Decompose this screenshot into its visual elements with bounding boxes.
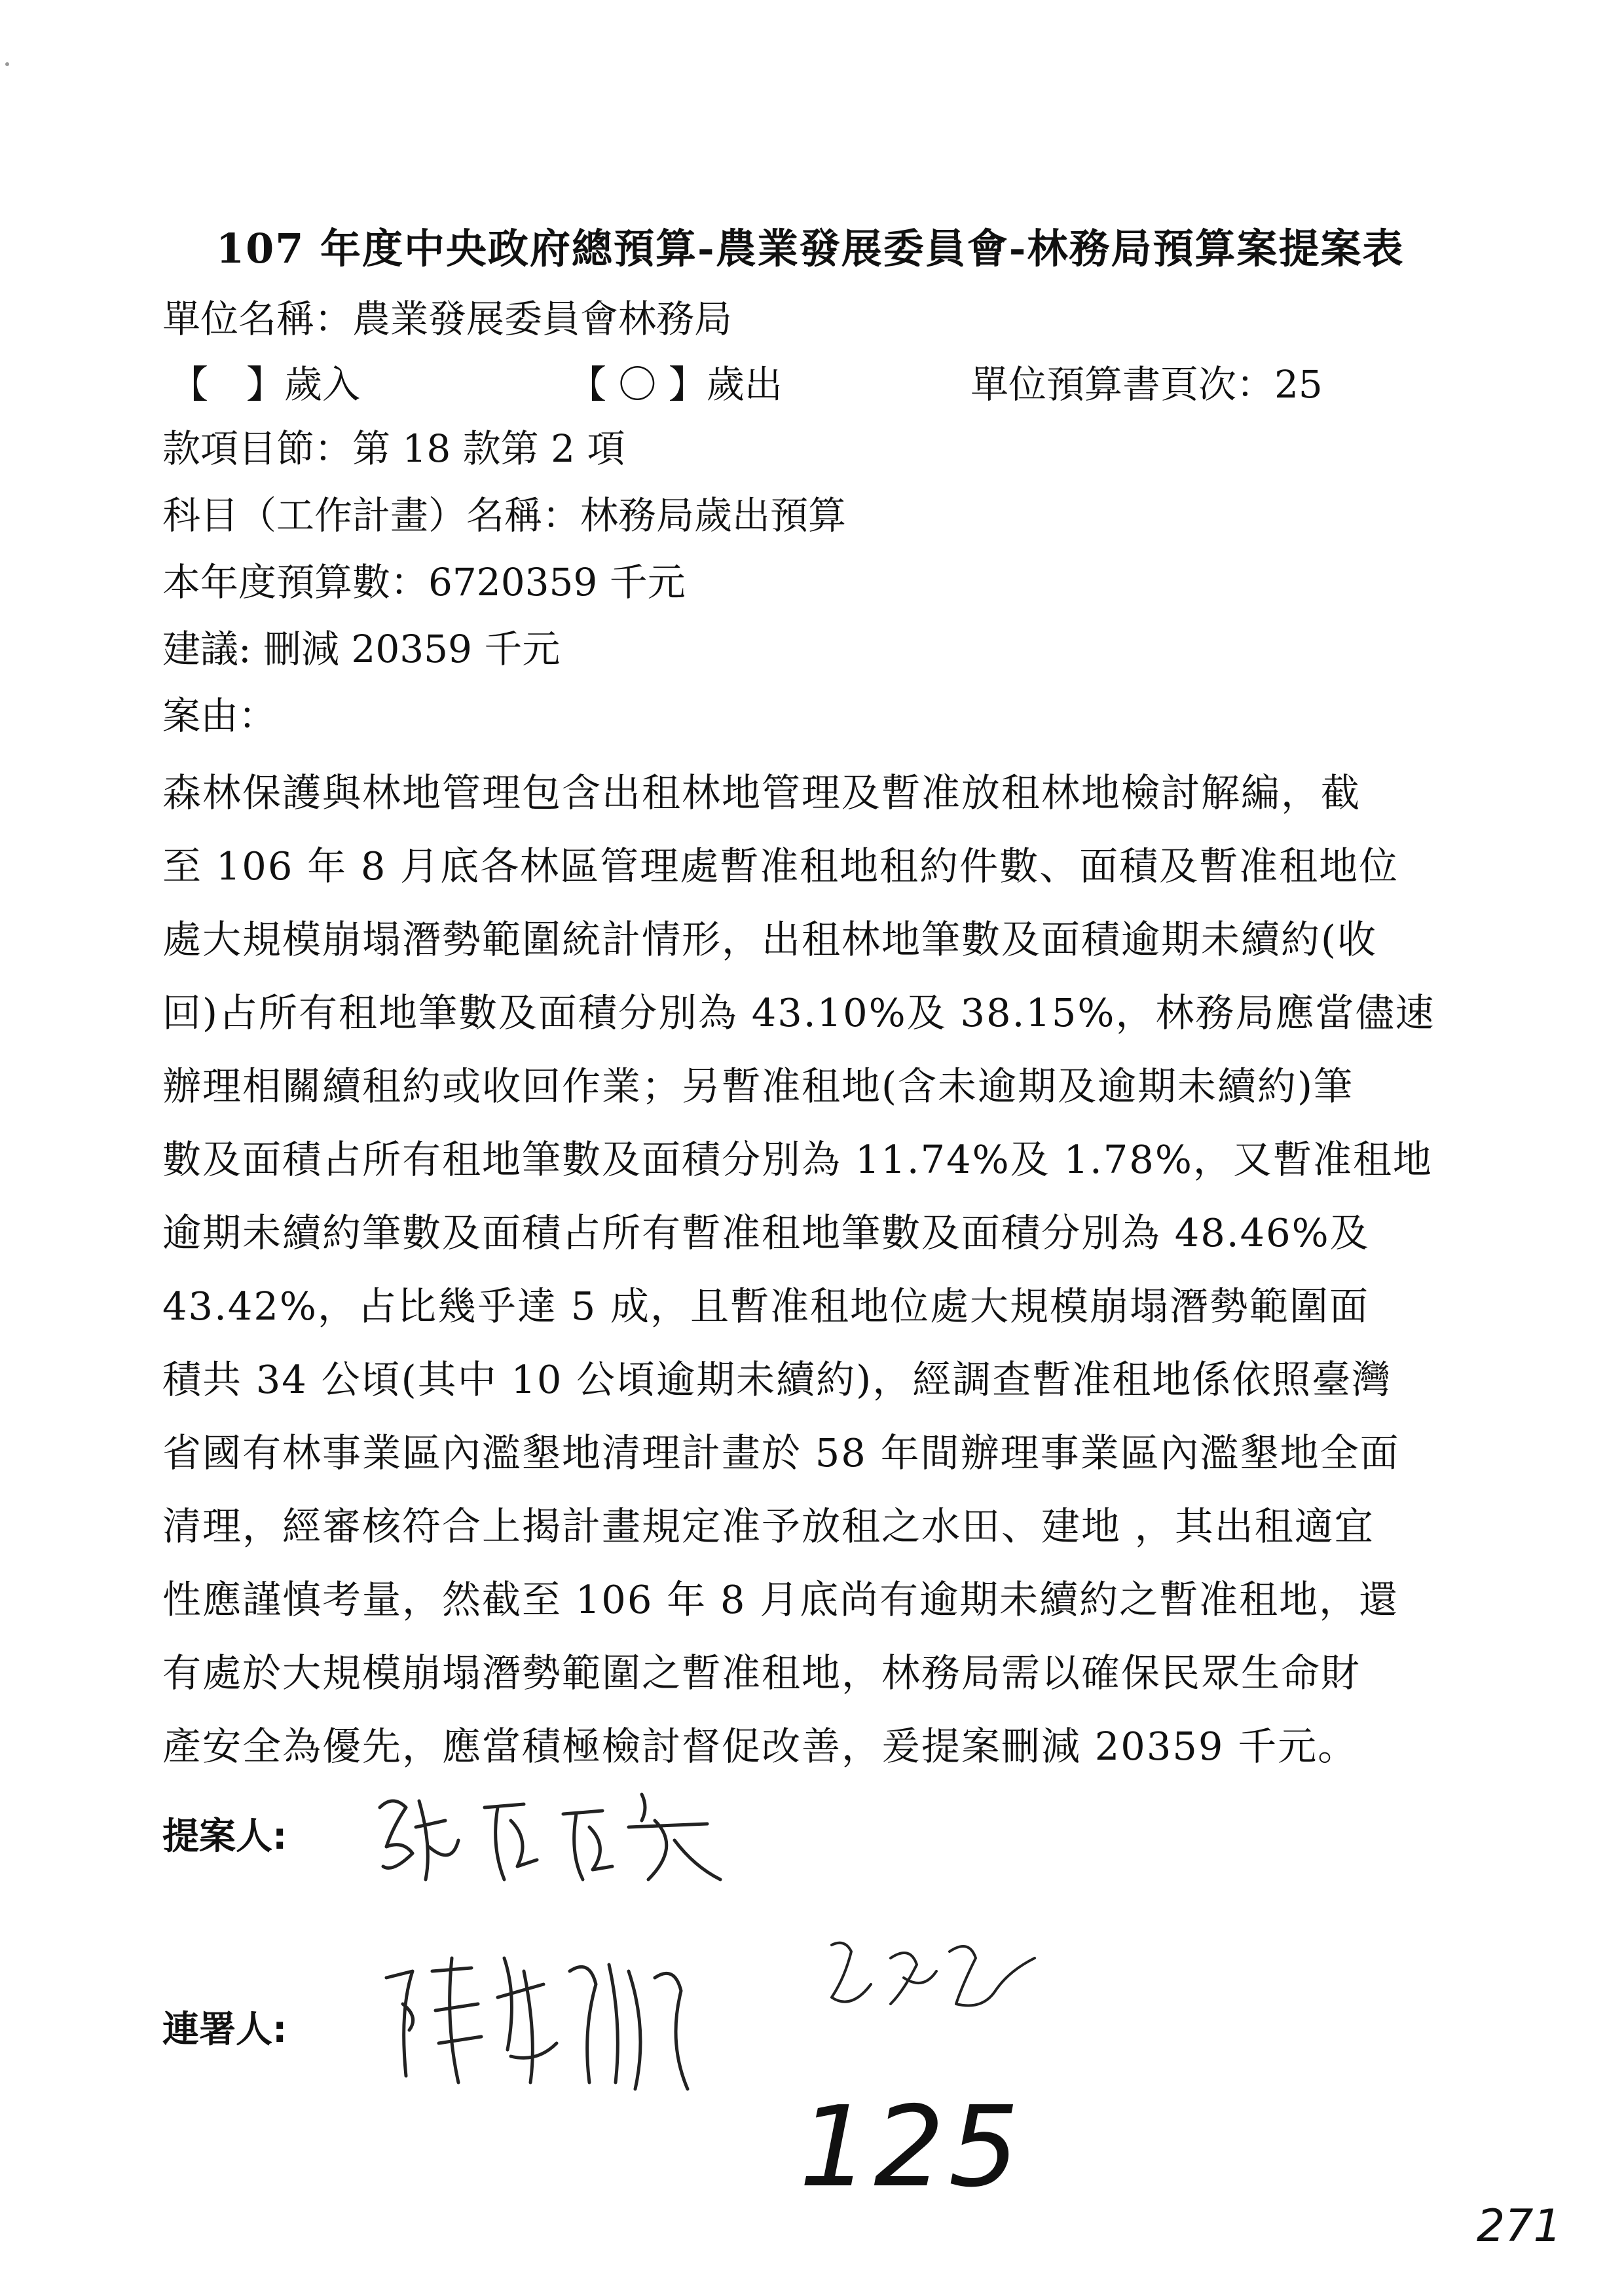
cosigner-signature-1 <box>373 1932 740 2109</box>
reason-line: 積共 34 公頃(其中 10 公頃逾期未續約)，經調查暫准租地係依照臺灣 <box>162 1357 1392 1402</box>
reason-line: 清理，經審核符合上揭計畫規定准予放租之水田、建地 ，其出租適宜 <box>162 1504 1375 1549</box>
expense-checkbox-label: 【 〇 】歲出 <box>568 362 783 407</box>
reason-line: 至 106 年 8 月底各林區管理處暫准租地租約件數、面積及暫准租地位 <box>162 843 1399 889</box>
reason-line: 逾期未續約筆數及面積占所有暫准租地筆數及面積分別為 48.46%及 <box>162 1210 1370 1255</box>
proposer-label <box>162 1807 287 1860</box>
reason-line: 產安全為優先，應當積極檢討督促改善，爰提案刪減 20359 千元。 <box>162 1724 1358 1769</box>
cosigner-signature-2 <box>819 1919 1067 2030</box>
reason-line: 數及面積占所有租地筆數及面積分別為 11.74%及 1.78%，又暫准租地 <box>162 1137 1433 1182</box>
unit-name: 單位名稱：農業發展委員會林務局 <box>162 297 733 341</box>
reason-line: 回)占所有租地筆數及面積分別為 43.10%及 38.15%，林務局應當儘速 <box>162 990 1435 1035</box>
proposer-label-text: 提案人: <box>162 1815 287 1858</box>
reason-line: 省國有林事業區內濫墾地清理計畫於 58 年間辦理事業區內濫墾地全面 <box>162 1430 1400 1475</box>
handwritten-number: 125 <box>799 2083 1024 2212</box>
reason-line: 處大規模崩塌潛勢範圍統計情形，出租林地筆數及面積逾期未續約(收 <box>162 917 1378 962</box>
reason-line: 辦理相關續租約或收回作業；另暫准租地(含未逾期及逾期未續約)筆 <box>162 1064 1354 1109</box>
suggestion: 建議: 刪減 20359 千元 <box>162 627 561 671</box>
income-checkbox-label: 【 】歲入 <box>170 362 361 407</box>
cosigner-label-text: 連署人: <box>162 2009 287 2051</box>
budget-amount: 本年度預算數：6720359 千元 <box>162 560 686 604</box>
reason-line: 有處於大規模崩塌潛勢範圍之暫准租地，林務局需以確保民眾生命財 <box>162 1650 1361 1695</box>
item-section: 款項目節：第 18 款第 2 項 <box>162 426 625 471</box>
scan-speck <box>5 62 9 66</box>
reason-line: 森林保護與林地管理包含出租林地管理及暫准放租林地檢討解編，截 <box>162 770 1361 815</box>
reason-line: 性應謹慎考量，然截至 106 年 8 月底尚有逾期未續約之暫准租地，還 <box>162 1577 1399 1622</box>
reason-label: 案由： <box>162 694 277 738</box>
reason-paragraph <box>162 756 1472 1783</box>
income-expense-row <box>170 354 1414 406</box>
budget-page-number: 單位預算書頁次：25 <box>970 362 1323 407</box>
reason-line: 43.42%，占比幾乎達 5 成，且暫准租地位處大規模崩塌潛勢範圍面 <box>162 1284 1370 1329</box>
subject-name: 科目（工作計畫）名稱：林務局歲出預算 <box>162 493 847 538</box>
proposer-signature <box>367 1768 733 1899</box>
document-title: 107 年度中央政府總預算-農業發展委員會-林務局預算案提案表 <box>216 225 1405 272</box>
page-mark: 271 <box>1477 2200 1562 2252</box>
cosigner-label <box>162 2001 287 2053</box>
